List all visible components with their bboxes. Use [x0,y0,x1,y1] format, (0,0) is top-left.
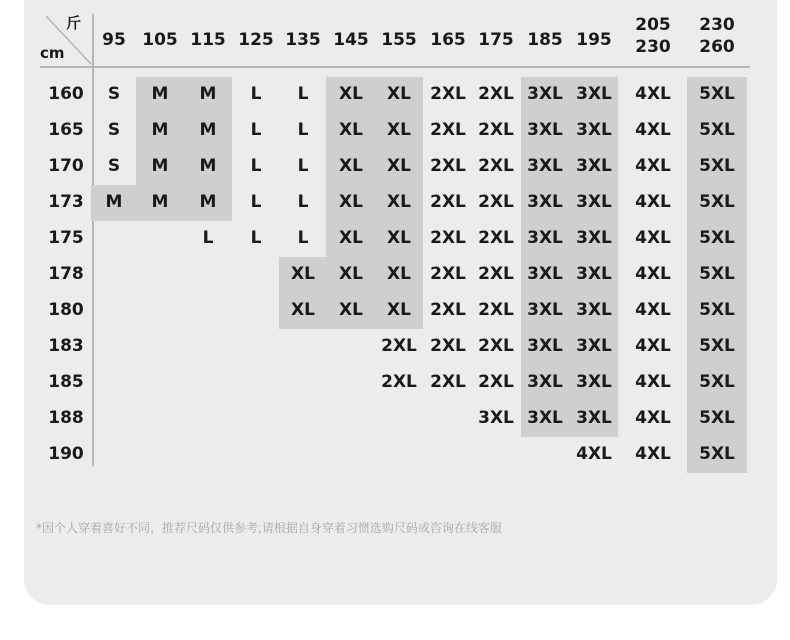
size-cell: 4XL [635,300,671,320]
size-cell: 4XL [635,444,671,464]
size-cell: M [199,120,217,140]
size-cell: 5XL [699,84,735,104]
height-row-label: 170 [48,156,84,176]
size-cell: M [151,84,169,104]
size-cell: L [297,192,309,212]
height-row-label: 190 [48,444,84,464]
weight-column-header: 135 [285,30,321,50]
size-cell: 2XL [430,372,466,392]
size-cell: S [107,84,121,104]
size-cell: 3XL [527,228,563,248]
size-cell: 3XL [576,228,612,248]
corner-diagonal [44,14,92,66]
size-cell: M [151,156,169,176]
size-cell: 3XL [576,300,612,320]
size-cell: L [297,228,309,248]
size-cell: 4XL [635,120,671,140]
size-cell: 2XL [478,84,514,104]
size-cell: 5XL [699,156,735,176]
size-cell: 3XL [576,336,612,356]
size-cell: 2XL [430,336,466,356]
size-cell: L [250,156,262,176]
size-cell: XL [387,192,411,212]
size-cell: 5XL [699,228,735,248]
height-row-label: 183 [48,336,84,356]
size-cell: 4XL [635,192,671,212]
size-cell: S [107,120,121,140]
height-row-label: 180 [48,300,84,320]
size-cell: L [297,84,309,104]
size-cell: M [151,192,169,212]
size-cell: 3XL [576,408,612,428]
size-cell: 2XL [430,84,466,104]
size-cell: XL [387,156,411,176]
size-cell: S [107,156,121,176]
weight-range-column-header [687,14,747,66]
size-cell: 2XL [430,300,466,320]
size-cell: XL [339,156,363,176]
size-cell: L [297,120,309,140]
size-cell: XL [387,84,411,104]
size-cell: 2XL [478,228,514,248]
header-divider [40,66,750,68]
size-cell: XL [291,264,315,284]
size-cell: 2XL [430,156,466,176]
height-row-label: 175 [48,228,84,248]
size-cell: 3XL [527,300,563,320]
size-cell: 5XL [699,336,735,356]
weight-range-top: 205 [635,15,671,35]
height-row-label: 178 [48,264,84,284]
height-row-label: 165 [48,120,84,140]
weight-column-header: 125 [238,30,274,50]
size-cell: 5XL [699,120,735,140]
size-cell: XL [339,84,363,104]
size-cell: M [199,192,217,212]
size-cell: 2XL [478,372,514,392]
size-cell: 3XL [576,120,612,140]
height-unit-label: cm [40,44,65,62]
size-cell: 3XL [527,156,563,176]
size-cell: 2XL [478,156,514,176]
size-cell: L [202,228,214,248]
weight-column-header: 145 [333,30,369,50]
size-cell: XL [339,300,363,320]
size-cell: 5XL [699,372,735,392]
size-cell: XL [387,264,411,284]
weight-column-header: 165 [430,30,466,50]
size-cell: L [250,120,262,140]
size-cell: 2XL [381,372,417,392]
size-cell: XL [387,120,411,140]
size-cell: XL [291,300,315,320]
size-cell: 3XL [527,336,563,356]
weight-column-header: 115 [190,30,226,50]
weight-column-header: 155 [381,30,417,50]
size-cell: M [199,84,217,104]
size-cell: XL [339,228,363,248]
size-cell: 2XL [430,120,466,140]
size-cell: 4XL [635,336,671,356]
height-row-label: 173 [48,192,84,212]
weight-range-bottom: 260 [699,37,735,57]
size-cell: 3XL [576,156,612,176]
size-cell: 4XL [635,84,671,104]
weight-range-column-header [623,14,683,66]
size-cell: 3XL [576,192,612,212]
size-cell: 3XL [576,264,612,284]
size-cell: 3XL [527,120,563,140]
size-cell: 4XL [635,408,671,428]
height-row-label: 188 [48,408,84,428]
size-cell: XL [387,228,411,248]
height-row-label: 160 [48,84,84,104]
size-cell: XL [339,192,363,212]
size-cell: 4XL [576,444,612,464]
size-cell: 4XL [635,156,671,176]
size-cell: 5XL [699,192,735,212]
weight-unit-label: 斤 [66,14,82,32]
size-cell: 3XL [527,192,563,212]
size-cell: XL [339,264,363,284]
size-cell: 3XL [576,372,612,392]
size-cell: M [199,156,217,176]
size-cell: 3XL [527,264,563,284]
size-cell: L [250,228,262,248]
size-cell: 2XL [381,336,417,356]
size-cell: 3XL [576,84,612,104]
size-cell: 4XL [635,372,671,392]
size-cell: 5XL [699,408,735,428]
weight-range-bottom: 230 [635,37,671,57]
size-cell: XL [339,120,363,140]
weight-column-header: 175 [478,30,514,50]
size-cell: 3XL [478,408,514,428]
size-cell: XL [387,300,411,320]
height-row-label: 185 [48,372,84,392]
size-cell: L [250,192,262,212]
size-cell: 2XL [478,120,514,140]
size-cell: 2XL [430,192,466,212]
weight-column-header: 195 [576,30,612,50]
size-cell: 2XL [430,228,466,248]
weight-column-header: 185 [527,30,563,50]
size-cell: 4XL [635,228,671,248]
size-cell: 2XL [478,192,514,212]
size-cell: 3XL [527,84,563,104]
size-cell: 5XL [699,300,735,320]
footnote: *因个人穿着喜好不同，推荐尺码仅供参考,请根据自身穿着习惯选购尺码或咨询在线客服 [36,521,502,535]
size-cell: 5XL [699,264,735,284]
size-cell: 4XL [635,264,671,284]
size-cell: 5XL [699,444,735,464]
size-cell: L [297,156,309,176]
size-cell: M [105,192,123,212]
size-cell: 3XL [527,372,563,392]
size-cell: 2XL [478,300,514,320]
size-cell: M [151,120,169,140]
size-cell: 2XL [430,264,466,284]
weight-column-header: 105 [142,30,178,50]
size-cell: 3XL [527,408,563,428]
size-cell: L [250,84,262,104]
weight-column-header: 95 [102,30,126,50]
weight-range-top: 230 [699,15,735,35]
size-cell: 2XL [478,336,514,356]
size-cell: 2XL [478,264,514,284]
